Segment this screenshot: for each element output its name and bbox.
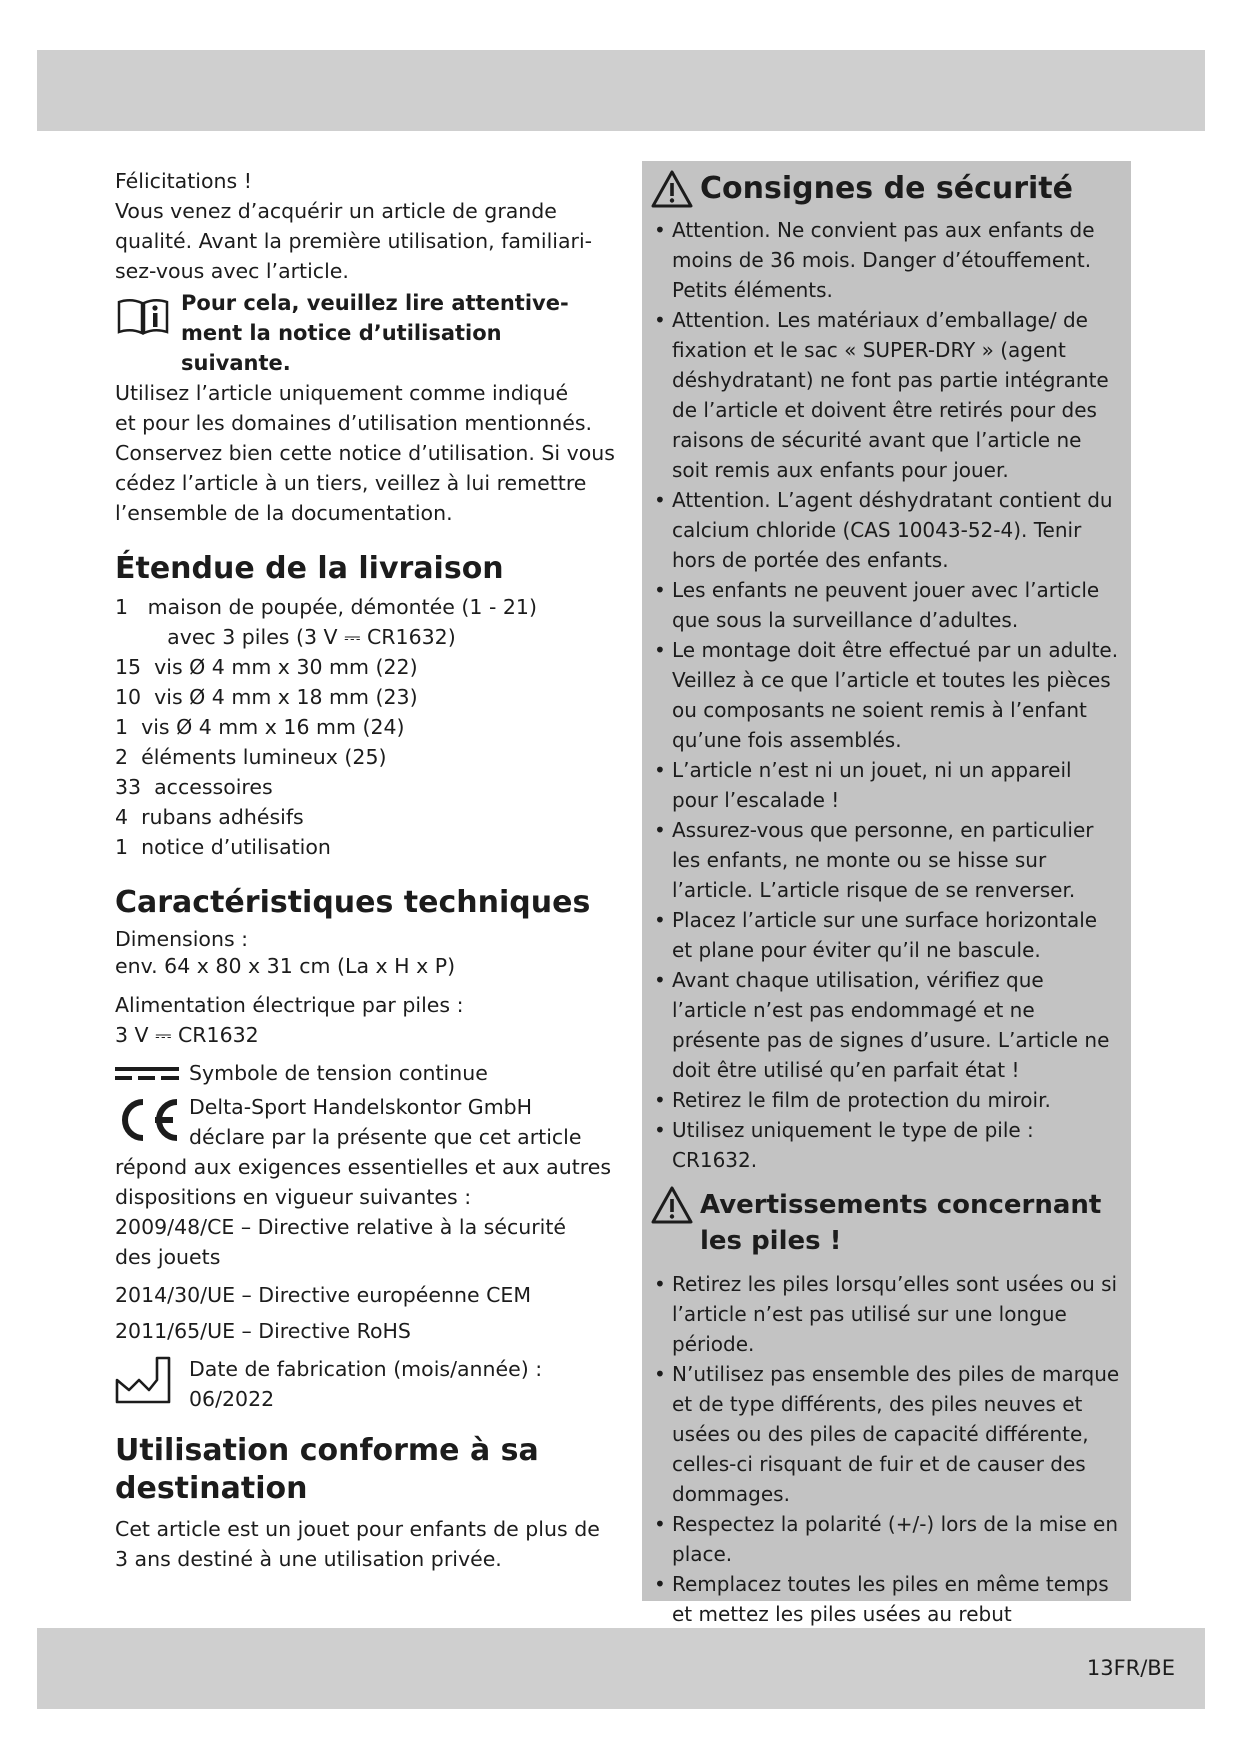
safety-item: • Avant chaque utilisation, vérifiez que l’article n’est pas endommagé et ne présente pas de signes d’usure. L’article ne doit être utilisé qu’en parfait état ! bbox=[642, 965, 1123, 1085]
usage-title bbox=[115, 1432, 635, 1508]
usage-line: l’ensemble de la documentation. bbox=[115, 501, 453, 525]
manufacturing-date-icon bbox=[115, 1354, 179, 1410]
notice-line: suivante. bbox=[181, 351, 291, 375]
safety-item: • Utilisez uniquement le type de pile : CR1632. bbox=[642, 1115, 1123, 1175]
list-item: avec 3 piles (3 V ⎓ CR1632) bbox=[115, 625, 456, 649]
left-column bbox=[115, 166, 635, 1574]
header-bar bbox=[37, 50, 1205, 131]
manufacture-row bbox=[115, 1354, 635, 1414]
intro-line: Vous venez d’acquérir un article de grande bbox=[115, 199, 557, 223]
usage-text: Cet article est un jouet pour enfants de plus de bbox=[115, 1517, 600, 1541]
dc-symbol-text: Symbole de tension continue bbox=[189, 1061, 488, 1085]
dimensions-value: env. 64 x 80 x 31 cm (La x H x P) bbox=[115, 954, 456, 978]
usage-title-line: destination bbox=[115, 1471, 308, 1506]
safety-item: • Attention. Les matériaux d’emballage/ de fixation et le sac « SUPER-DRY » (agent déshydratant) ne font pas partie intégrante de l’article et doivent être retirés pour des raisons de sécurité avant que l’article ne soit remis aux enfants pour jouer. bbox=[642, 305, 1123, 485]
list-item: 33 accessoires bbox=[115, 775, 273, 799]
usage-line: Conservez bien cette notice d’utilisation. Si vous bbox=[115, 441, 615, 465]
page-number: 13FR/BE bbox=[1086, 1656, 1175, 1680]
notice-line: ment la notice d’utilisation bbox=[181, 321, 502, 345]
ce-text: 2009/48/CE – Directive relative à la sécurité bbox=[115, 1215, 566, 1239]
safety-item: • Les enfants ne peuvent jouer avec l’article que sous la surveillance d’adultes. bbox=[642, 575, 1123, 635]
battery-heading bbox=[642, 1175, 1131, 1259]
read-notice bbox=[115, 288, 635, 378]
manufacture-label: Date de fabrication (mois/année) : bbox=[189, 1357, 543, 1381]
list-item: 15 vis Ø 4 mm x 30 mm (22) bbox=[115, 655, 418, 679]
list-item: 1 vis Ø 4 mm x 16 mm (24) bbox=[115, 715, 405, 739]
ce-text: des jouets bbox=[115, 1245, 221, 1269]
manufacture-value: 06/2022 bbox=[189, 1387, 275, 1411]
directive-rohs: 2011/65/UE – Directive RoHS bbox=[115, 1319, 411, 1343]
intro-line: Félicitations ! bbox=[115, 169, 252, 193]
battery-list bbox=[642, 1269, 1131, 1659]
ce-line: déclare par la présente que cet article bbox=[189, 1125, 582, 1149]
ce-text: dispositions en vigueur suivantes : bbox=[115, 1185, 472, 1209]
list-item: 1 notice d’utilisation bbox=[115, 835, 331, 859]
safety-title: Consignes de sécurité bbox=[700, 171, 1073, 206]
directive-emc: 2014/30/UE – Directive européenne CEM bbox=[115, 1283, 532, 1307]
delivery-title: Étendue de la livraison bbox=[115, 551, 504, 586]
safety-item: • Le montage doit être effectué par un adulte. Veillez à ce que l’article et toutes les pièces ou composants ne soient remis à l’enfant qu’une fois assemblés. bbox=[642, 635, 1123, 755]
usage-title-line: Utilisation conforme à sa bbox=[115, 1433, 539, 1468]
intro-line: sez-vous avec l’article. bbox=[115, 259, 349, 283]
ce-mark-icon bbox=[115, 1092, 179, 1148]
safety-item: • Retirez le film de protection du miroir. bbox=[642, 1085, 1123, 1115]
list-item: 1 maison de poupée, démontée (1 - 21) bbox=[115, 595, 537, 619]
usage-line: cédez l’article à un tiers, veillez à lui remettre bbox=[115, 471, 587, 495]
battery-title-line: Avertissements concernant bbox=[700, 1190, 1102, 1220]
safety-item: • L’article n’est ni un jouet, ni un appareil pour l’escalade ! bbox=[642, 755, 1123, 815]
notice-line: Pour cela, veuillez lire attentive- bbox=[181, 291, 569, 315]
safety-list bbox=[642, 215, 1131, 1175]
safety-item: • Placez l’article sur une surface horizontale et plane pour éviter qu’il ne bascule. bbox=[642, 905, 1123, 965]
dc-voltage-icon bbox=[115, 1058, 179, 1088]
warning-icon bbox=[650, 1185, 694, 1225]
usage-text: 3 ans destiné à une utilisation privée. bbox=[115, 1547, 502, 1571]
warning-icon bbox=[650, 169, 694, 209]
battery-item: • Respectez la polarité (+/-) lors de la mise en place. bbox=[642, 1509, 1123, 1569]
ce-row bbox=[115, 1092, 635, 1152]
ce-text: répond aux exigences essentielles et aux autres bbox=[115, 1155, 612, 1179]
dc-symbol-row bbox=[115, 1058, 635, 1088]
ce-line: Delta-Sport Handelskontor GmbH bbox=[189, 1095, 533, 1119]
power-value: 3 V ⎓ CR1632 bbox=[115, 1023, 259, 1047]
safety-panel bbox=[642, 161, 1131, 1626]
delivery-list bbox=[115, 592, 635, 862]
power-label: Alimentation électrique par piles : bbox=[115, 993, 464, 1017]
tech-title: Caractéristiques techniques bbox=[115, 885, 591, 920]
list-item: 2 éléments lumineux (25) bbox=[115, 745, 387, 769]
safety-heading bbox=[642, 161, 1131, 209]
safety-item: • Assurez-vous que personne, en particulier les enfants, ne monte ou se hisse sur l’article. L’article risque de se renverser. bbox=[642, 815, 1123, 905]
safety-item: • Attention. L’agent déshydratant contient du calcium chloride (CAS 10043-52-4). Tenir hors de portée des enfants. bbox=[642, 485, 1123, 575]
battery-item: • N’utilisez pas ensemble des piles de marque et de type différents, des piles neuves et usées ou des piles de capacité différente, celles-ci risquant de fuir et de causer des dommages. bbox=[642, 1359, 1123, 1509]
usage-line: Utilisez l’article uniquement comme indiqué bbox=[115, 381, 569, 405]
battery-item: • Retirez les piles lorsqu’elles sont usées ou si l’article n’est pas utilisé sur une longue période. bbox=[642, 1269, 1123, 1359]
safety-item: • Attention. Ne convient pas aux enfants de moins de 36 mois. Danger d’étouffement. Petits éléments. bbox=[642, 215, 1123, 305]
list-item: 4 rubans adhésifs bbox=[115, 805, 304, 829]
battery-item: • Remplacez toutes les piles en même temps et mettez les piles usées au rebut bbox=[642, 1569, 1123, 1659]
intro-line: qualité. Avant la première utilisation, familiari- bbox=[115, 229, 593, 253]
usage-line: et pour les domaines d’utilisation mentionnés. bbox=[115, 411, 593, 435]
manual-info-icon bbox=[115, 292, 171, 338]
battery-title-line: les piles ! bbox=[700, 1226, 842, 1256]
dimensions-label: Dimensions : bbox=[115, 927, 249, 951]
list-item: 10 vis Ø 4 mm x 18 mm (23) bbox=[115, 685, 418, 709]
footer-bar bbox=[37, 1628, 1205, 1709]
